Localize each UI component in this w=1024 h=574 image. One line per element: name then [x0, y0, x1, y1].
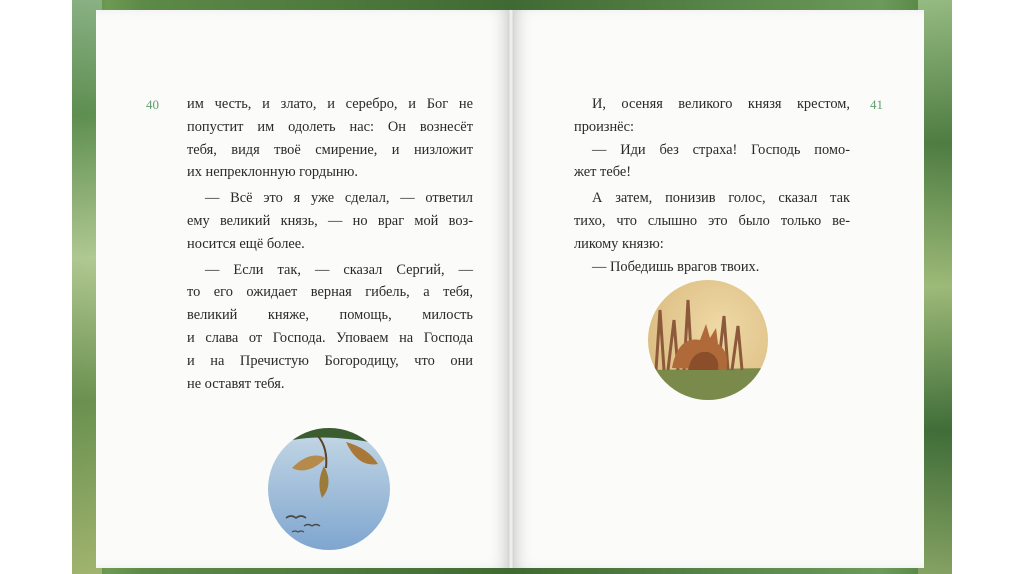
text-line: А затем, понизив голос, сказал так — [592, 190, 850, 207]
text-line: ликому князю: — [574, 235, 664, 252]
text-line: ему великий князь, — но враг мой воз- — [187, 212, 473, 229]
text-line: попустит им одолеть нас: Он вознесёт — [187, 118, 473, 135]
text-line: тебя, видя твоё смирение, и низложит — [187, 141, 473, 158]
right-page-text — [554, 93, 850, 278]
text-line: — Всё это я уже сделал, — ответил — [205, 190, 473, 207]
leaves-and-birds-drawing — [268, 428, 390, 550]
text-line: и слава от Господа. Уповаем на Господа — [187, 329, 473, 346]
text-line: и на Пречистую Богородицу, что они — [187, 352, 473, 369]
text-line: великий княже, помощь, милость — [187, 307, 473, 324]
text-line: — Победишь врагов твоих. — [592, 258, 760, 275]
fox-in-grass-drawing — [648, 280, 768, 400]
page-number-right: 41 — [870, 97, 883, 112]
text-line: не оставят тебя. — [187, 375, 285, 392]
page-number-left: 40 — [146, 97, 159, 112]
text-line: носится ещё более. — [187, 235, 305, 252]
text-line: И, осеняя великого князя крестом, — [592, 96, 850, 112]
leaves-and-birds-illustration — [268, 428, 390, 550]
text-line: жет тебе! — [574, 164, 632, 181]
fox-in-grass-illustration — [648, 280, 768, 400]
book-gutter — [508, 10, 514, 568]
text-line: то его ожидает верная гибель, а тебя, — [187, 284, 473, 301]
text-line: — Иди без страха! Господь помо- — [592, 141, 850, 158]
left-page-text — [187, 93, 473, 395]
text-line: тихо, что слышно это было только ве- — [574, 212, 850, 229]
text-line: произнёс: — [574, 118, 634, 135]
text-line: — Если так, — сказал Сергий, — — [205, 261, 473, 278]
text-line: их непреклонную гордыню. — [187, 164, 358, 181]
text-line: им честь, и злато, и серебро, и Бог не — [187, 96, 473, 112]
